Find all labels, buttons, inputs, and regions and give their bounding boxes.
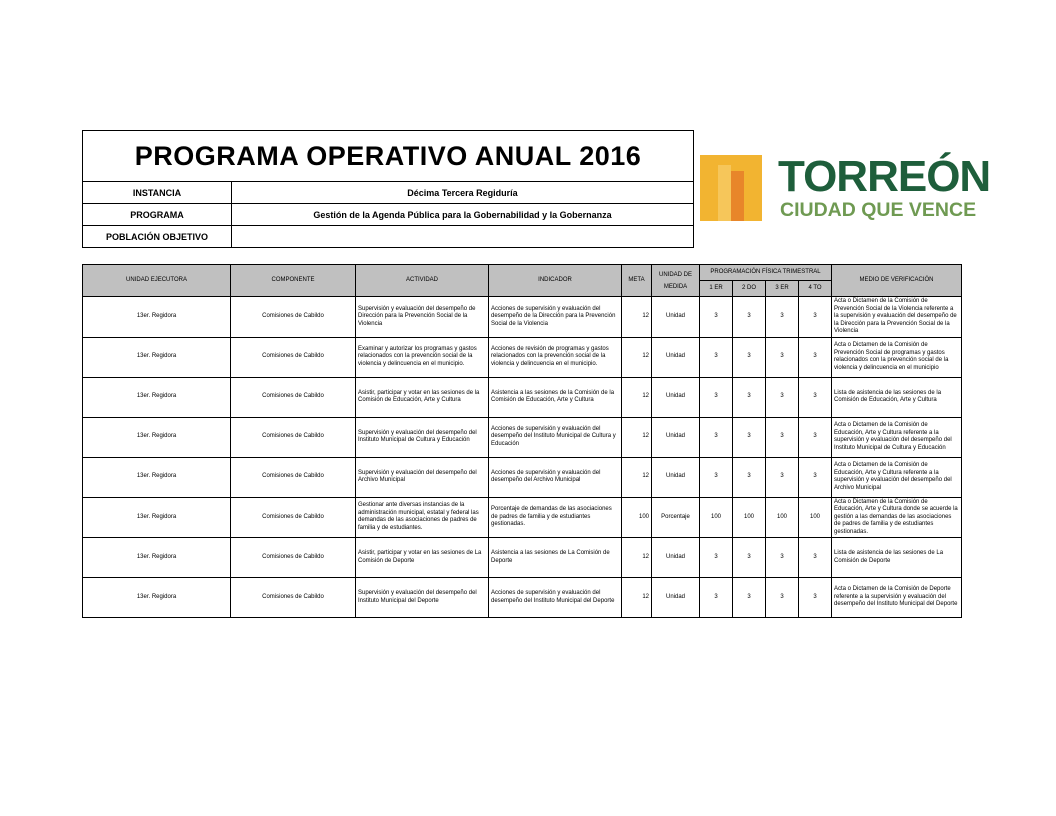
cell-q4: 3 xyxy=(799,337,832,377)
cell-meta: 12 xyxy=(622,457,652,497)
cell-q1: 3 xyxy=(700,538,733,578)
cell-indicador: Acciones de supervisión y evaluación del desempeño del Instituto Municipal del Deporte xyxy=(489,578,622,618)
cell-medio: Acta o Dictamen de la Comisión de Educación, Arte y Cultura referente a la supervisión y evaluación del desempeño del Archivo Municipal xyxy=(832,457,962,497)
cell-componente: Comisiones de Cabildo xyxy=(231,497,356,538)
cell-q1: 3 xyxy=(700,417,733,457)
cell-medio: Acta o Dictamen de la Comisión de Prevención Social de la Violencia referente a la supervisión y evaluación del desempeño de la Dirección para la Prevención Social de la Violencia xyxy=(832,297,962,338)
cell-actividad: Supervisión y evaluación del desempeño de Dirección para la Prevención Social de la Violencia xyxy=(356,297,489,338)
cell-q2: 3 xyxy=(733,538,766,578)
col-header-medio: MEDIO DE VERIFICACIÓN xyxy=(832,265,962,297)
col-header-q1: 1 ER xyxy=(700,281,733,297)
cell-medida: Unidad xyxy=(652,417,700,457)
cell-indicador: Acciones de supervisión y evaluación del desempeño del Instituto Municipal de Cultura y Educación xyxy=(489,417,622,457)
cell-unidad: 13er. Regidora xyxy=(83,337,231,377)
cell-medida: Unidad xyxy=(652,297,700,338)
cell-unidad: 13er. Regidora xyxy=(83,578,231,618)
cell-q3: 3 xyxy=(766,417,799,457)
cell-componente: Comisiones de Cabildo xyxy=(231,337,356,377)
col-header-actividad: ACTIVIDAD xyxy=(356,265,489,297)
cell-indicador: Asistencia a las sesiones de La Comisión de Deporte xyxy=(489,538,622,578)
cell-q3: 3 xyxy=(766,578,799,618)
col-header-programacion: PROGRAMACIÓN FÍSICA TRIMESTRAL xyxy=(700,265,832,281)
cell-q4: 3 xyxy=(799,457,832,497)
cell-componente: Comisiones de Cabildo xyxy=(231,377,356,417)
col-header-indicador: INDICADOR xyxy=(489,265,622,297)
table-row xyxy=(83,417,962,457)
cell-medida: Unidad xyxy=(652,578,700,618)
cell-q2: 3 xyxy=(733,457,766,497)
programa-label: PROGRAMA xyxy=(83,204,232,226)
cell-unidad: 13er. Regidora xyxy=(83,417,231,457)
cell-actividad: Gestionar ante diversas instancias de la administración municipal, estatal y federal las demandas de las asociaciones de padres de familia y de estudiantes. xyxy=(356,497,489,538)
logo-text-torreon: TORREÓN xyxy=(778,152,991,201)
cell-actividad: Examinar y autorizar los programas y gastos relacionados con la prevención social de la violencia y delincuencia en el municipio. xyxy=(356,337,489,377)
table-row xyxy=(83,497,962,538)
cell-componente: Comisiones de Cabildo xyxy=(231,578,356,618)
cell-unidad: 13er. Regidora xyxy=(83,497,231,538)
torreon-logo-mark-icon xyxy=(700,155,762,221)
cell-q2: 3 xyxy=(733,297,766,338)
cell-componente: Comisiones de Cabildo xyxy=(231,417,356,457)
cell-q2: 3 xyxy=(733,417,766,457)
table-row xyxy=(83,538,962,578)
cell-medio: Acta o Dictamen de la Comisión de Educación, Arte y Cultura donde se acuerde la gestión a las demandas de las asociaciones de padres de familia y de estudiantes gestionadas. xyxy=(832,497,962,538)
poblacion-value xyxy=(232,226,694,248)
col-header-unidad-medida: UNIDAD DE MEDIDA xyxy=(652,265,700,297)
cell-q3: 100 xyxy=(766,497,799,538)
cell-meta: 100 xyxy=(622,497,652,538)
cell-q1: 3 xyxy=(700,337,733,377)
logo-text-ciudad: CIUDAD QUE VENCE xyxy=(780,199,977,221)
table-row xyxy=(83,337,962,377)
cell-q2: 3 xyxy=(733,337,766,377)
cell-q4: 3 xyxy=(799,377,832,417)
cell-q3: 3 xyxy=(766,297,799,338)
col-header-unidad: UNIDAD EJECUTORA xyxy=(83,265,231,297)
cell-meta: 12 xyxy=(622,538,652,578)
cell-medio: Lista de asistencia de las sesiones de la Comisión de Educación, Arte y Cultura xyxy=(832,377,962,417)
cell-componente: Comisiones de Cabildo xyxy=(231,297,356,338)
cell-medida: Porcentaje xyxy=(652,497,700,538)
poblacion-label: POBLACIÓN OBJETIVO xyxy=(83,226,232,248)
cell-medida: Unidad xyxy=(652,457,700,497)
cell-unidad: 13er. Regidora xyxy=(83,457,231,497)
cell-componente: Comisiones de Cabildo xyxy=(231,538,356,578)
cell-q4: 3 xyxy=(799,297,832,338)
cell-q3: 3 xyxy=(766,337,799,377)
instancia-value: Décima Tercera Regiduría xyxy=(232,182,694,204)
cell-actividad: Supervisión y evaluación del desempeño del Instituto Municipal de Cultura y Educación xyxy=(356,417,489,457)
cell-meta: 12 xyxy=(622,578,652,618)
cell-actividad: Asistir, participar y votar en las sesiones de La Comisión de Deporte xyxy=(356,538,489,578)
cell-unidad: 13er. Regidora xyxy=(83,377,231,417)
table-row xyxy=(83,377,962,417)
cell-meta: 12 xyxy=(622,337,652,377)
cell-medida: Unidad xyxy=(652,377,700,417)
cell-meta: 12 xyxy=(622,417,652,457)
instancia-label: INSTANCIA xyxy=(83,182,232,204)
cell-indicador: Acciones de supervisión y evaluación del desempeño de la Dirección para la Prevención Social de la Violencia xyxy=(489,297,622,338)
cell-q3: 3 xyxy=(766,457,799,497)
cell-q4: 3 xyxy=(799,578,832,618)
cell-q4: 3 xyxy=(799,417,832,457)
cell-medio: Acta o Dictamen de la Comisión de Educación, Arte y Cultura referente a la supervisión y evaluación del desempeño del Instituto Municipal de Cultura y Educación xyxy=(832,417,962,457)
table-row xyxy=(83,578,962,618)
cell-medida: Unidad xyxy=(652,337,700,377)
cell-q2: 3 xyxy=(733,578,766,618)
cell-q3: 3 xyxy=(766,377,799,417)
cell-q2: 3 xyxy=(733,377,766,417)
cell-q1: 3 xyxy=(700,297,733,338)
operative-program-table xyxy=(82,264,962,618)
table-row xyxy=(83,457,962,497)
cell-componente: Comisiones de Cabildo xyxy=(231,457,356,497)
cell-q1: 100 xyxy=(700,497,733,538)
cell-q4: 3 xyxy=(799,538,832,578)
col-header-meta: META xyxy=(622,265,652,297)
cell-unidad: 13er. Regidora xyxy=(83,297,231,338)
header-table xyxy=(82,130,694,248)
col-header-q4: 4 TO xyxy=(799,281,832,297)
cell-meta: 12 xyxy=(622,377,652,417)
cell-meta: 12 xyxy=(622,297,652,338)
cell-q2: 100 xyxy=(733,497,766,538)
cell-q1: 3 xyxy=(700,578,733,618)
cell-actividad: Asistir, participar y votar en las sesiones de la Comisión de Educación, Arte y Cultura xyxy=(356,377,489,417)
cell-q1: 3 xyxy=(700,457,733,497)
cell-indicador: Porcentaje de demandas de las asociaciones de padres de familia y de estudiantes gestionadas. xyxy=(489,497,622,538)
table-row xyxy=(83,297,962,338)
cell-medida: Unidad xyxy=(652,538,700,578)
page-title: PROGRAMA OPERATIVO ANUAL 2016 xyxy=(83,131,694,182)
cell-medio: Acta o Dictamen de la Comisión de Deporte referente a la supervisión y evaluación del desempeño del Instituto Municipal del Deporte xyxy=(832,578,962,618)
cell-medio: Acta o Dictamen de la Comisión de Prevención Social de programas y gastos relacionados con la prevención social de la violencia y delincuencia en el municipio xyxy=(832,337,962,377)
torreon-logo xyxy=(700,152,991,225)
cell-indicador: Acciones de revisión de programas y gastos relacionados con la prevención social de la violencia y delincuencia en el municipio. xyxy=(489,337,622,377)
cell-medio: Lista de asistencia de las sesiones de La Comisión de Deporte xyxy=(832,538,962,578)
cell-q1: 3 xyxy=(700,377,733,417)
cell-actividad: Supervisión y evaluación del desempeño del Archivo Municipal xyxy=(356,457,489,497)
cell-q3: 3 xyxy=(766,538,799,578)
col-header-q2: 2 DO xyxy=(733,281,766,297)
cell-actividad: Supervisión y evaluación del desempeño del Instituto Municipal del Deporte xyxy=(356,578,489,618)
cell-indicador: Acciones de supervisión y evaluación del desempeño del Archivo Municipal xyxy=(489,457,622,497)
cell-unidad: 13er. Regidora xyxy=(83,538,231,578)
cell-indicador: Asistencia a las sesiones de la Comisión de la Comisión de Educación, Arte y Cultura xyxy=(489,377,622,417)
cell-q4: 100 xyxy=(799,497,832,538)
col-header-componente: COMPONENTE xyxy=(231,265,356,297)
col-header-q3: 3 ER xyxy=(766,281,799,297)
programa-value: Gestión de la Agenda Pública para la Gobernabilidad y la Gobernanza xyxy=(232,204,694,226)
